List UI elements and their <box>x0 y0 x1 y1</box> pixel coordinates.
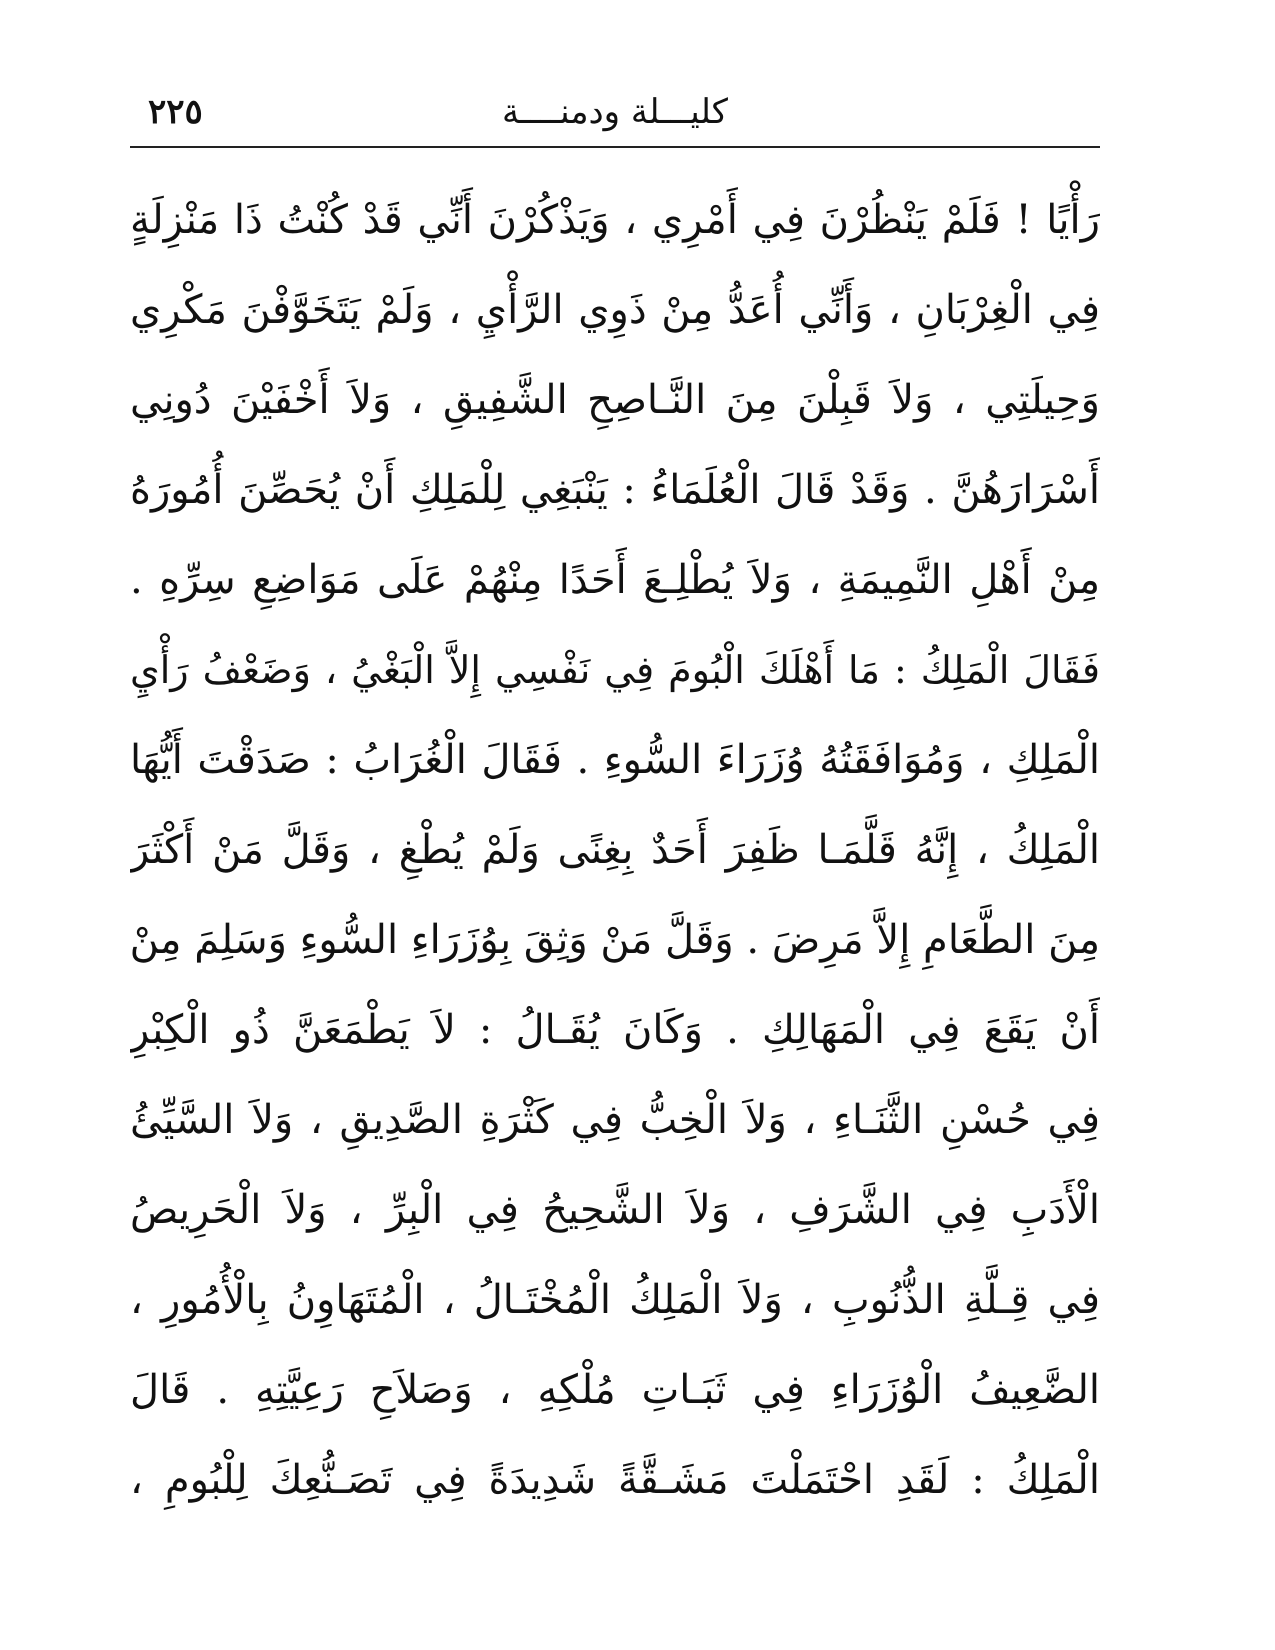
text-line: رَأْيًا ! فَلَمْ يَنْظُرْنَ فِي أَمْرِي ، وَيَذْكُرْنَ أَنِّي قَدْ كُنْتُ ذَا مَنْزِلَةٍ <box>130 197 1100 243</box>
text-line: فَقَالَ الْمَلِكُ : مَا أَهْلَكَ الْبُومَ فِي نَفْسِي إِلاَّ الْبَغْيُ ، وَضَعْفُ رَأْيِ <box>130 648 1100 692</box>
text-line: الْمَلِكُ : لَقَدِ احْتَمَلْتَ مَشَـقَّةً شَدِيدَةً فِي تَصَـنُّعِكَ لِلْبُومِ ، <box>130 1457 1100 1503</box>
body-text <box>130 175 1100 1525</box>
page-header <box>130 88 1100 148</box>
page-number: ٢٢٥ <box>148 92 203 132</box>
text-line: الْمَلِكُ ، إِنَّهُ قَلَّمَـا ظَفِرَ أَحَدٌ بِغِنًى وَلَمْ يُطْغِ ، وَقَلَّ مَنْ أَكْثَرَ <box>130 827 1100 873</box>
text-line: فِي حُسْنِ الثَّنَـاءِ ، وَلاَ الْخِبُّ فِي كَثْرَةِ الصَّدِيقِ ، وَلاَ السَّيِّئُ <box>130 1097 1100 1143</box>
text-line: الْمَلِكِ ، وَمُوَافَقَتُهُ وُزَرَاءَ السُّوءِ . فَقَالَ الْغُرَابُ : صَدَقْتَ أَيُّهَا <box>130 737 1100 783</box>
text-line: وَحِيلَتِي ، وَلاَ قَبِلْنَ مِنَ النَّـاصِحِ الشَّفِيقِ ، وَلاَ أَخْفَيْنَ دُونِي <box>130 377 1100 423</box>
text-line: فِي الْغِرْبَانِ ، وَأَنِّي أُعَدُّ مِنْ ذَوِي الرَّأْيِ ، وَلَمْ يَتَخَوَّفْنَ مَكْرِي <box>130 287 1100 333</box>
running-title: كليـــلة ودمنــــة <box>502 92 728 132</box>
text-line: فِي قِـلَّةِ الذُّنُوبِ ، وَلاَ الْمَلِكُ الْمُخْتَـالُ ، الْمُتَهَاوِنُ بِالْأُمُورِ ، <box>130 1277 1100 1323</box>
header-divider <box>130 146 1100 148</box>
text-line: مِنْ أَهْلِ النَّمِيمَةِ ، وَلاَ يُطْلِـعَ أَحَدًا مِنْهُمْ عَلَى مَوَاضِعِ سِرِّهِ . <box>130 557 1100 603</box>
text-line: أَنْ يَقَعَ فِي الْمَهَالِكِ . وَكَانَ يُقَـالُ : لاَ يَطْمَعَنَّ ذُو الْكِبْرِ <box>130 1007 1100 1053</box>
text-line: أَسْرَارَهُنَّ . وَقَدْ قَالَ الْعُلَمَاءُ : يَنْبَغِي لِلْمَلِكِ أَنْ يُحَصِّنَ أُمُورَهُ <box>130 467 1100 513</box>
text-line: الضَّعِيفُ الْوُزَرَاءِ فِي ثَبَـاتِ مُلْكِهِ ، وَصَلاَحِ رَعِيَّتِهِ . قَالَ <box>130 1367 1100 1413</box>
text-line: الْأَدَبِ فِي الشَّرَفِ ، وَلاَ الشَّحِيحُ فِي الْبِرِّ ، وَلاَ الْحَرِيصُ <box>130 1187 1100 1233</box>
text-line: مِنَ الطَّعَامِ إِلاَّ مَرِضَ . وَقَلَّ مَنْ وَثِقَ بِوُزَرَاءِ السُّوءِ وَسَلِمَ مِنْ <box>130 917 1100 963</box>
